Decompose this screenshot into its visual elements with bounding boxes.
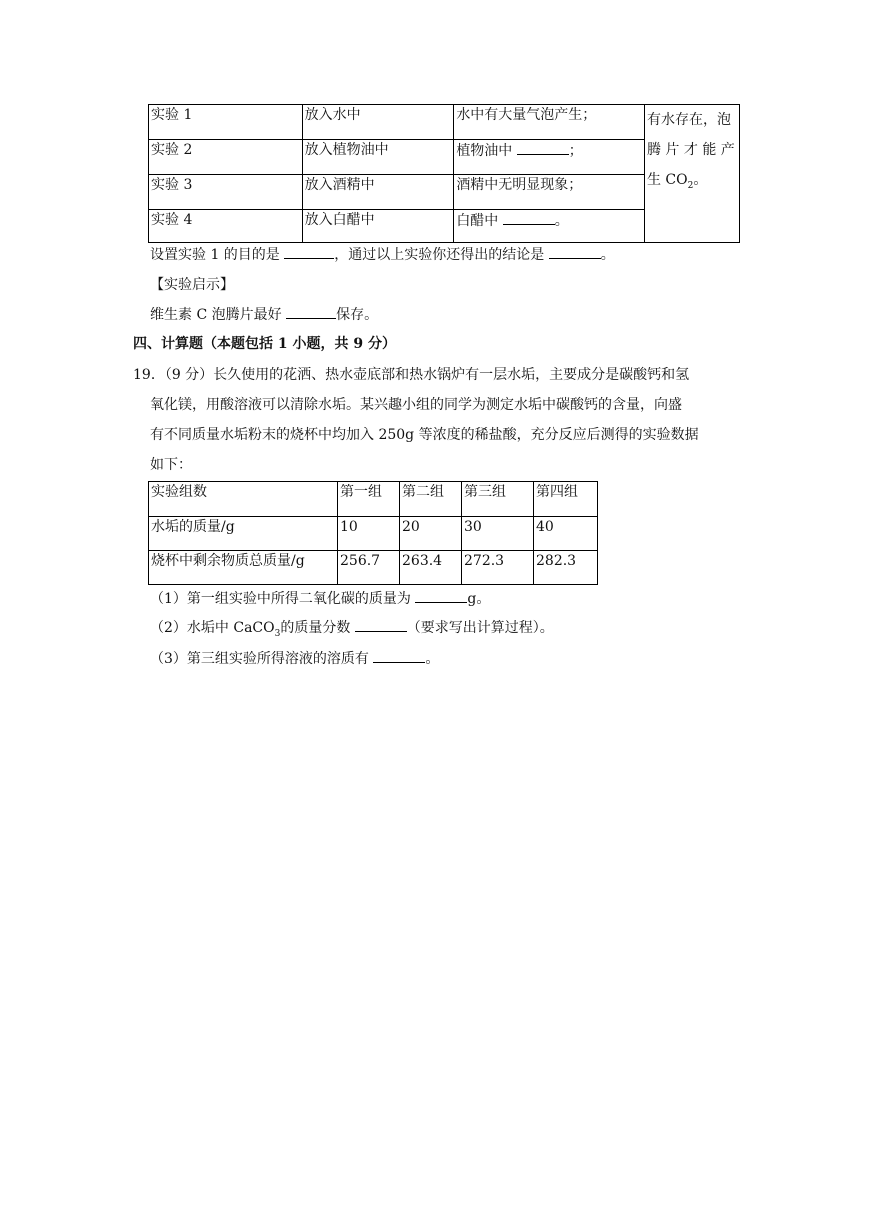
cell: 实验 4 bbox=[149, 210, 303, 243]
cell: 烧杯中剩余物质总质量/g bbox=[149, 551, 338, 585]
cell: 20 bbox=[400, 517, 462, 551]
header-cell: 第二组 bbox=[400, 482, 462, 517]
experiment-table bbox=[148, 104, 740, 243]
question-19-line: 如下： bbox=[150, 457, 192, 473]
header-cell: 实验组数 bbox=[149, 482, 338, 517]
header-cell: 第三组 bbox=[462, 482, 534, 517]
cell: 282.3 bbox=[534, 551, 598, 585]
cell: 酒精中无明显现象； bbox=[454, 175, 645, 210]
answer-blank[interactable] bbox=[286, 304, 336, 319]
cell: 30 bbox=[462, 517, 534, 551]
sub-question-1: （1）第一组实验中所得二氧化碳的质量为 g。 bbox=[150, 588, 490, 608]
hint-heading: 【实验启示】 bbox=[150, 277, 234, 293]
answer-blank[interactable] bbox=[549, 244, 601, 259]
cell: 256.7 bbox=[338, 551, 400, 585]
cell: 水中有大量气泡产生； bbox=[454, 105, 645, 140]
answer-blank[interactable] bbox=[373, 648, 425, 663]
answer-blank[interactable] bbox=[415, 588, 467, 603]
cell: 放入白醋中 bbox=[302, 210, 454, 243]
data-table bbox=[148, 481, 598, 585]
merged-line: 有水存在，泡 bbox=[646, 112, 731, 128]
cell: 植物油中 ； bbox=[454, 140, 645, 175]
cell: 放入植物油中 bbox=[302, 140, 454, 175]
cell: 实验 2 bbox=[149, 140, 303, 175]
cell: 白醋中 。 bbox=[454, 210, 645, 243]
answer-blank[interactable] bbox=[284, 244, 334, 259]
answer-blank[interactable] bbox=[355, 617, 407, 632]
cell: 实验 1 bbox=[149, 105, 303, 140]
cell: 放入水中 bbox=[302, 105, 454, 140]
setup-question: 设置实验 1 的目的是 ，通过以上实验你还得出的结论是 。 bbox=[150, 244, 615, 264]
merged-line: 生 $CO_2$。 bbox=[646, 172, 708, 191]
cell: 10 bbox=[338, 517, 400, 551]
section-heading: 四、计算题（本题包括 1 小题，共 9 分） bbox=[133, 336, 396, 352]
sub-question-3: （3）第三组实验所得溶液的溶质有 。 bbox=[150, 648, 439, 668]
question-19-line: 氧化镁，用酸溶液可以清除水垢。某兴趣小组的同学为测定水垢中碳酸钙的含量，向盛 bbox=[150, 397, 682, 413]
merged-conclusion-cell bbox=[644, 105, 739, 243]
merged-line: 腾 片 才 能 产 bbox=[646, 142, 735, 158]
header-cell: 第一组 bbox=[338, 482, 400, 517]
cell: 40 bbox=[534, 517, 598, 551]
header-cell: 第四组 bbox=[534, 482, 598, 517]
cell: 263.4 bbox=[400, 551, 462, 585]
answer-blank[interactable] bbox=[503, 210, 555, 225]
sub-question-2: （2）水垢中 CaCO$_3$的质量分数 （要求写出计算过程）。 bbox=[150, 617, 554, 639]
cell: 实验 3 bbox=[149, 175, 303, 210]
question-19-line: 19．（9 分）长久使用的花洒、热水壶底部和热水锅炉有一层水垢，主要成分是碳酸钙和氢 bbox=[133, 367, 690, 383]
cell: 水垢的质量/g bbox=[149, 517, 338, 551]
hint-text: 维生素 C 泡腾片最好 保存。 bbox=[150, 304, 378, 324]
cell: 272.3 bbox=[462, 551, 534, 585]
cell: 放入酒精中 bbox=[302, 175, 454, 210]
question-19-line: 有不同质量水垢粉末的烧杯中均加入 250g 等浓度的稀盐酸，充分反应后测得的实验数据 bbox=[150, 427, 699, 443]
answer-blank[interactable] bbox=[517, 140, 569, 155]
